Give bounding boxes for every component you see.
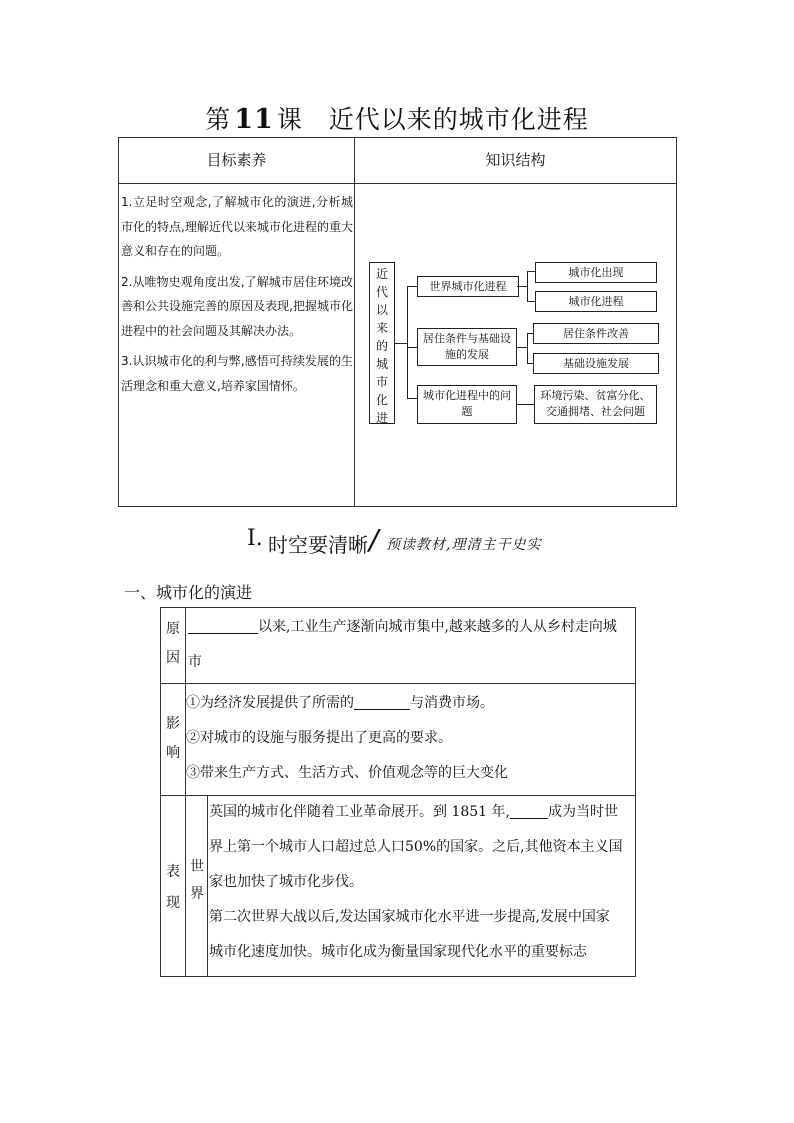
goals-cell bbox=[121, 190, 353, 404]
influence-blank[interactable] bbox=[354, 695, 410, 710]
structure-l2-problems: 环境污染、贫富分化、交通拥堵、社会问题 bbox=[534, 385, 657, 424]
subsection-title: 一、城市化的演进 bbox=[124, 583, 253, 602]
performance-label: 表 现 bbox=[166, 864, 180, 911]
outline-header-row bbox=[119, 138, 676, 184]
world-line-1: 英国的城市化伴随着工业革命展开。到 1851 年, 成为当时世 bbox=[209, 804, 618, 820]
cause-text-line2: 市 bbox=[188, 654, 202, 670]
lesson-suffix: 课 bbox=[276, 105, 303, 134]
lesson-title bbox=[0, 100, 794, 136]
evolution-table bbox=[160, 607, 636, 977]
lesson-prefix: 第 bbox=[205, 105, 232, 134]
influence-label: 影 响 bbox=[166, 716, 180, 761]
section-subtitle: 预读教材,理清主干史实 bbox=[386, 537, 542, 553]
lesson-number: 11 bbox=[234, 104, 274, 135]
world-line-3: 家也加快了城市化步伐。 bbox=[209, 874, 363, 890]
outline-divider bbox=[354, 138, 355, 506]
world-label: 世 界 bbox=[190, 859, 204, 902]
structure-l2-living-improve: 居住条件改善 bbox=[533, 323, 659, 344]
performance-row bbox=[161, 795, 635, 976]
structure-root: 近 代 以 来 的 城 市 化 进 bbox=[369, 262, 395, 424]
outline-table bbox=[118, 137, 677, 507]
performance-blank[interactable] bbox=[510, 804, 548, 819]
influence-item-2: ②对城市的设施与服务提出了更高的要求。 bbox=[186, 730, 452, 746]
section-heading bbox=[0, 523, 794, 563]
cause-blank[interactable] bbox=[188, 619, 258, 634]
influence-row bbox=[161, 683, 635, 796]
section-number: Ⅰ. bbox=[247, 526, 263, 551]
lesson-name: 近代以来的城市化进程 bbox=[328, 105, 589, 134]
section-title: 时空要清晰 bbox=[268, 533, 368, 557]
header-goals: 目标素养 bbox=[206, 151, 267, 169]
world-line-4: 第二次世界大战以后,发达国家城市化水平进一步提高,发展中国家 bbox=[209, 909, 610, 925]
influence-item-3: ③带来生产方式、生活方式、价值观念等的巨大变化 bbox=[186, 765, 508, 781]
structure-l1-world: 世界城市化进程 bbox=[417, 276, 519, 297]
influence-item-1: ①为经济发展提供了所需的 与消费市场。 bbox=[186, 695, 494, 711]
world-line-2: 界上第一个城市人口超过总人口50%的国家。之后,其他资本主义国 bbox=[209, 839, 623, 855]
header-structure: 知识结构 bbox=[485, 151, 546, 169]
structure-l2-emergence: 城市化出现 bbox=[535, 262, 657, 283]
section-slash: / bbox=[369, 523, 379, 556]
goal-item: 2.从唯物史观角度出发,了解城市居住环境改善和公共设施完善的原因及表现,把握城市化进程中的社会问题及其解决办法。 bbox=[121, 274, 353, 338]
cause-label: 原 因 bbox=[166, 621, 180, 666]
world-line-5: 城市化速度加快。城市化成为衡量国家现代化水平的重要标志 bbox=[209, 944, 587, 960]
goal-item: 1.立足时空观念,了解城市化的演进,分析城市化的特点,理解近代以来城市化进程的重大意义和存在的问题。 bbox=[121, 195, 353, 258]
structure-l2-process: 城市化进程 bbox=[535, 291, 657, 312]
structure-l1-problems: 城市化进程中的问题 bbox=[417, 385, 517, 424]
structure-l1-living: 居住条件与基础设施的发展 bbox=[417, 328, 517, 366]
cause-row bbox=[161, 608, 635, 684]
structure-l2-infrastructure: 基础设施发展 bbox=[533, 353, 659, 374]
goal-item: 3.认识城市化的利与弊,感悟可持续发展的生活理念和重大意义,培养家国情怀。 bbox=[121, 354, 353, 393]
cause-text: 以来,工业生产逐渐向城市集中,越来越多的人从乡村走向城 bbox=[188, 610, 633, 645]
